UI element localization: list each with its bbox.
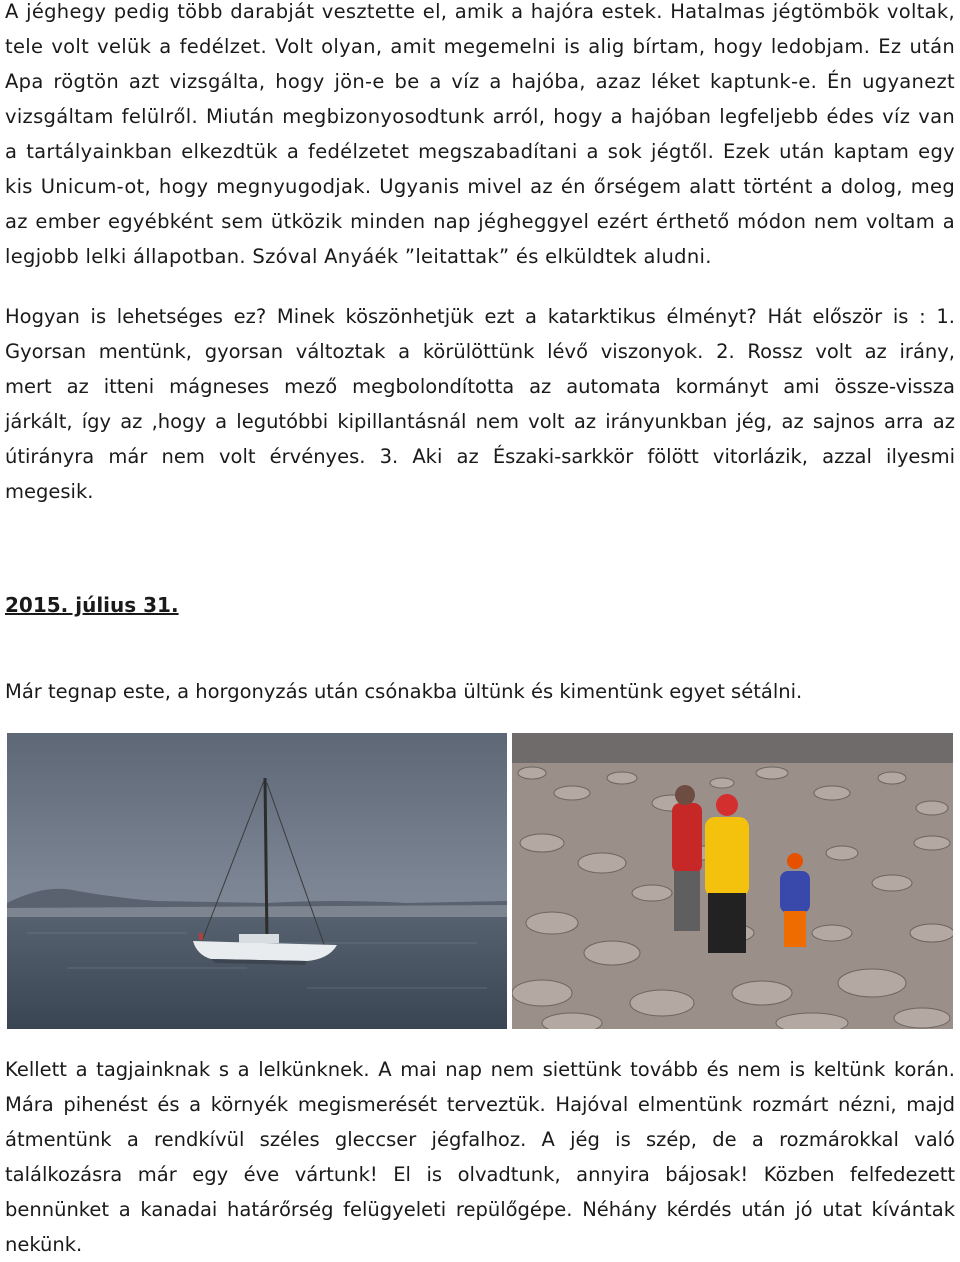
intro-sentence: Már tegnap este, a horgonyzás után csónakba ültünk és kimentünk egyet sétálni. <box>5 680 803 703</box>
text-line: bennünket a kanadai határőrség felügyeleti repülőgépe. Néhány kérdés után jó utat kívántak <box>5 1198 955 1221</box>
text-line: vizsgáltam felülről. Miután megbizonyosodtunk arról, hogy a hajóban legfeljebb édes víz van <box>5 105 955 128</box>
text-line: nekünk. <box>5 1233 83 1256</box>
text-line: legjobb lelki állapotban. Szóval Anyáék ”leitattak” és elküldtek aludni. <box>5 245 712 268</box>
paragraph-2 <box>5 299 955 509</box>
text-line: járkált, így az ,hogy a legutóbbi kipillantásnál nem volt az irányunkban jég, az sajnos arra az <box>5 410 955 433</box>
text-line: Kellett a tagjainknak s a lelkünknek. A mai nap nem siettünk tovább és nem is keltünk korán. <box>5 1058 955 1081</box>
text-line: A jéghegy pedig több darabját vesztette el, amik a hajóra estek. Hatalmas jégtömbök voltak, <box>5 0 955 23</box>
text-line: tele volt velük a fedélzet. Volt olyan, amit megemelni is alig bírtam, hogy ledobjam. Ez után <box>5 35 955 58</box>
text-line: átmentünk a rendkívül széles gleccser jégfalhoz. A jég is szép, de a rozmárokkal való <box>5 1128 955 1151</box>
sailboat-photo <box>7 733 507 1029</box>
paragraph-3 <box>5 1052 955 1262</box>
text-line: az ember egyébként sem ütközik minden nap jégheggyel ezért érthető módon nem voltam a <box>5 210 955 233</box>
text-line: Mára pihenést és a környék megismerését terveztük. Hajóval elmentünk rozmárt nézni, majd <box>5 1093 955 1116</box>
date-heading: 2015. július 31. <box>5 593 179 617</box>
paragraph-1 <box>5 0 955 274</box>
text-line: megesik. <box>5 480 94 503</box>
text-line: találkozásra már egy éve vártunk! El is olvadtunk, annyira bájosak! Közben felfedezett <box>5 1163 955 1186</box>
rocky-shore-photo <box>512 733 953 1029</box>
text-line: kis Unicum-ot, hogy megnyugodjak. Ugyanis mivel az én őrségem alatt történt a dolog, meg <box>5 175 955 198</box>
text-line: útirányra már nem volt érvényes. 3. Aki az Északi-sarkkör fölött vitorlázik, azzal ilyesmi <box>5 445 955 468</box>
text-line: mert az itteni mágneses mező megbolondította az automata kormányt ami össze-vissza <box>5 375 955 398</box>
text-line: Gyorsan mentünk, gyorsan változtak a körülöttünk lévő viszonyok. 2. Rossz volt az irány, <box>5 340 955 363</box>
text-line: Apa rögtön azt vizsgálta, hogy jön-e be a víz a hajóba, azaz léket kaptunk-e. Én ugyanezt <box>5 70 955 93</box>
text-line: Hogyan is lehetséges ez? Minek köszönhetjük ezt a katarktikus élményt? Hát először is : 1. <box>5 305 955 328</box>
text-line: a tartályainkban elkezdtük a fedélzetet megszabadítani a sok jégtől. Ezek után kaptam egy <box>5 140 955 163</box>
